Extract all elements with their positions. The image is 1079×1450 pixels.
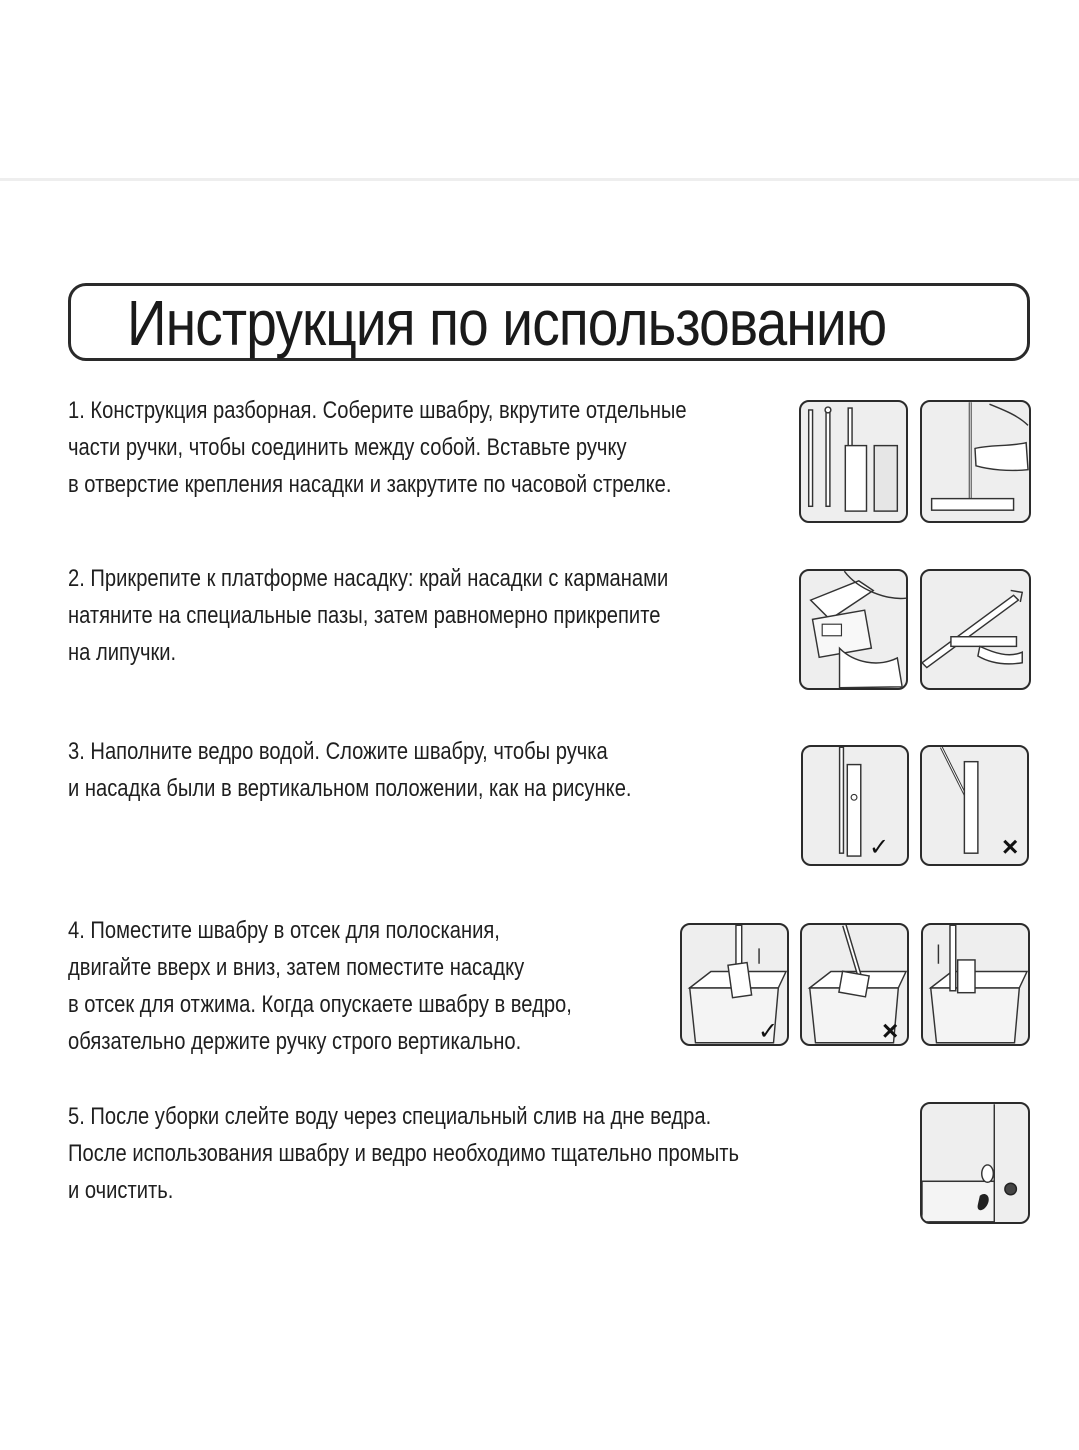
step-2-figure-velcro <box>920 569 1031 690</box>
step-4-text <box>68 912 572 1060</box>
check-mark: ✓ <box>869 834 890 861</box>
step-line: натяните на специальные пазы, затем равномерно прикрепите <box>68 602 661 629</box>
check-mark: ✓ <box>758 1018 779 1045</box>
step-1-figure-assembled <box>920 400 1031 523</box>
mop-folded-correct-illustration <box>803 747 907 864</box>
step-line: в отсек для отжима. Когда опускаете швабру в ведро, <box>68 991 572 1018</box>
cross-mark: × <box>882 1015 899 1046</box>
title-frame <box>68 283 1030 361</box>
step-2-text <box>68 560 668 671</box>
page-title: Инструкция по использованию <box>127 287 887 359</box>
step-4-figure-squeeze <box>921 923 1030 1046</box>
step-line: 1. Конструкция разборная. Соберите швабру, вкрутите отдельные <box>68 397 687 424</box>
top-blank-area <box>0 0 1079 181</box>
step-line: После использования швабру и ведро необходимо тщательно промыть <box>68 1140 740 1167</box>
bucket-squeeze-illustration <box>923 925 1028 1044</box>
step-line: и очистить. <box>68 1177 174 1204</box>
step-5-text <box>68 1098 739 1209</box>
step-4-figure-rinse <box>680 923 789 1046</box>
step-line: 5. После уборки слейте воду через специальный слив на дне ведра. <box>68 1103 712 1130</box>
step-5-figure-drain <box>920 1102 1030 1224</box>
step-line: в отверстие крепления насадки и закрутите по часовой стрелке. <box>68 471 672 498</box>
step-line: 2. Прикрепите к платформе насадку: край насадки с карманами <box>68 565 669 592</box>
mop-parts-illustration <box>801 402 906 521</box>
step-line: 3. Наполните ведро водой. Сложите швабру, чтобы ручка <box>68 738 608 765</box>
cross-mark: × <box>1002 831 1019 862</box>
step-3-figure-correct <box>801 745 909 866</box>
step-1-text <box>68 392 687 503</box>
step-3-figure-wrong <box>920 745 1029 866</box>
step-line: и насадка были в вертикальном положении, как на рисунке. <box>68 775 632 802</box>
step-line: на липучки. <box>68 639 177 666</box>
step-1-figure-parts <box>799 400 908 523</box>
step-line: двигайте вверх и вниз, затем поместите насадку <box>68 954 525 981</box>
step-line: 4. Поместите швабру в отсек для полоскания, <box>68 917 500 944</box>
pad-velcro-illustration <box>922 571 1029 688</box>
step-line: обязательно держите ручку строго вертикально. <box>68 1028 522 1055</box>
step-2-figure-attach <box>799 569 908 690</box>
mop-assembled-illustration <box>922 402 1029 521</box>
step-line: части ручки, чтобы соединить между собой. Вставьте ручку <box>68 434 627 461</box>
step-4-figure-wrong <box>800 923 909 1046</box>
bucket-drain-illustration <box>922 1104 1028 1222</box>
pad-attach-illustration <box>801 571 906 688</box>
step-3-text <box>68 733 632 807</box>
